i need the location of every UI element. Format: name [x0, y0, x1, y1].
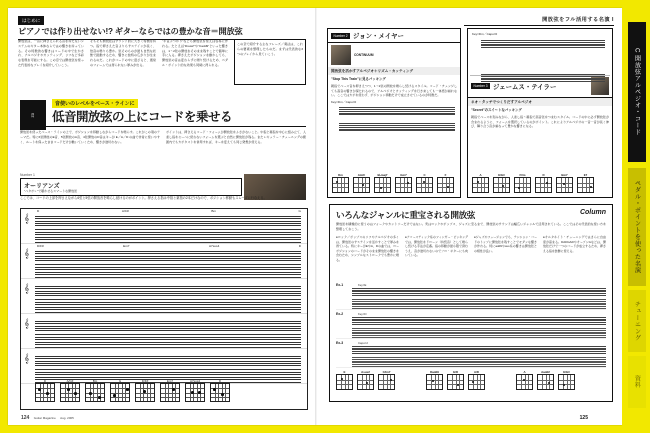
card-body-text: 親指でベースを刻みながら、人差し指〜薬指で高音弦をつまむスタイル。コードの中に必ず開放弦が含まれるように、フォームを選択しているのがポイント。これによりアルペジオの一音一音が長く伸び、隣り合う音が重なって豊かな響きになる。 — [471, 115, 609, 129]
intro-col-2: そもそも開放弦はサウンド的に大きく特徴を持つ。指で押さえた音よりもサステインが長く、倍音の鳴りも豊か。弦そのものが最も自然な状態で振動するため、響きに独特の広がりが生まれるのだ。これがコードの中に混ざると、通常のフォームでは得られない厚みが出る。 — [90, 39, 156, 67]
fretboard-grid — [556, 177, 573, 193]
card-number: Number 2 — [331, 33, 350, 39]
chord-diagram-name: A/D — [474, 370, 479, 374]
fretboard-grid — [110, 383, 130, 402]
chord-diagram — [353, 173, 370, 193]
score-system-4 — [21, 314, 307, 349]
tab-lines — [352, 357, 606, 365]
running-head-text: 開放弦をフル活用する名演 I — [542, 17, 614, 23]
fretboard-grid — [353, 177, 370, 193]
issue-date: Aug. 2005 — [60, 416, 74, 420]
fretboard-grid — [468, 374, 485, 390]
column-diagram-row-2 — [426, 370, 485, 390]
chord-diagram-name: A/C# — [66, 379, 74, 383]
staff-lines — [352, 288, 606, 297]
chord-diagram-name: Em7 — [166, 379, 174, 383]
fretboard-grid — [374, 177, 391, 193]
treble-clef-icon: 𝄞 — [24, 213, 30, 223]
card-song-title: "Stop This Train"に見るバッキング — [331, 77, 386, 81]
left-chord-diagram-row — [35, 379, 301, 405]
chord-diagram — [135, 379, 155, 405]
left-page-number: 124 — [21, 415, 30, 421]
staff-lines — [35, 286, 301, 296]
staff-lines — [352, 317, 606, 326]
card-song-title: "Secret"のスイートなバッキング — [471, 108, 522, 112]
chord-diagram — [558, 370, 575, 390]
chord-diagram-name: C — [423, 173, 426, 177]
chord-diagram-name: A — [523, 370, 526, 374]
chord-symbol: G — [298, 209, 301, 213]
fretboard-grid — [437, 177, 454, 193]
staff-lines — [481, 40, 605, 48]
tab-lines — [35, 264, 301, 275]
card-mini-score-1 — [331, 105, 457, 120]
tab-lines — [352, 299, 606, 307]
card-key-info: Key=Dm／Capo=0 — [331, 100, 357, 105]
chord-symbol: A/C# — [121, 209, 129, 213]
section-body-col-2: ポイントは、押さえるコード・フォームが開放弦をふさがないこと。中指と薬指を中心に組み立て、人差し指をセーハに使わないフォームを選ぶと自然に開放弦が残る。またレギュラー・チューニングの範囲内でもカポタストを併用すれば、キーを変えても同じ発想が使える。 — [166, 130, 306, 144]
chord-diagram-name: G — [118, 379, 122, 383]
right-folio: 125 — [579, 415, 588, 421]
chord-diagram-name: Aadd2 — [541, 370, 550, 374]
right-page — [317, 8, 622, 425]
section-body-col-1: 開放弦を使ったベース・ラインの上で、ポジションを移動しながらコードを鳴らす。これがこの項のテーマだ。特に6弦開放のE音、5弦開放のA音、4弦開放のD音はキーが E／A／D の曲で非常に使いやすく、ルートを保ったままコードだけが動いていくため、響きが途切れない。 — [20, 130, 160, 144]
card-subtitle: 開放弦を活かすアルペジオ＋リズム・カッティング — [328, 67, 460, 75]
artist-card-john-mayer — [327, 28, 461, 198]
chord-diagram — [472, 173, 489, 193]
fretboard-grid — [135, 383, 155, 402]
fretboard-grid — [416, 177, 433, 193]
chord-diagram — [160, 379, 180, 405]
section-number-mark: 02 — [20, 100, 46, 130]
chord-diagram-name: E/G# — [498, 173, 505, 177]
chord-diagram-name: Bm — [92, 379, 98, 383]
staff-lines — [35, 321, 301, 331]
example-tag: Ex-2 — [336, 312, 344, 316]
side-tab-3[interactable]: チューニング — [628, 290, 646, 352]
chord-diagram-name: E7 — [583, 173, 588, 177]
album-cover-image — [331, 45, 351, 65]
chord-diagram — [493, 173, 510, 193]
staff-lines — [352, 346, 606, 355]
fretboard-grid — [35, 383, 55, 402]
tab-lines — [35, 299, 301, 310]
chord-diagram — [332, 173, 349, 193]
staff-lines — [339, 123, 455, 131]
card-mini-score-2 — [331, 121, 457, 136]
card-2-top-score — [470, 31, 610, 76]
fretboard-grid — [516, 374, 533, 390]
chord-diagram — [357, 370, 374, 390]
column-col-4: ●オルタネイト・チューニングではさらに自由度が高まる。DADGADやオープンGなどは、開放弦だけで一つのコードが成立するため、押さえる指を装飾に使える。 — [543, 235, 606, 253]
chord-diagram — [185, 379, 205, 405]
card-artist-name: ジョン・メイヤー — [353, 33, 404, 40]
column-col-2: ●アコースティック系のフィンガー・ピッキングでは、開放弦をドローン（持続音）として鳴らし続ける手法が定番。指の移動が最小限で済むうえ、音が途切れないのでソロ・ギターにも向いている。 — [405, 235, 468, 258]
chord-diagram-name: B♭maj7 — [377, 173, 388, 177]
card-2-chord-diagrams — [472, 173, 594, 193]
fretboard-grid — [493, 177, 510, 193]
side-tab-2[interactable]: ペダル・ポイントを使った名演 — [628, 168, 646, 286]
chord-diagram-name: D/F# — [141, 379, 149, 383]
chord-diagram — [85, 379, 105, 405]
chord-symbol: A7sus4 — [208, 244, 220, 248]
chord-diagram — [336, 370, 353, 390]
chord-diagram-name: Dm — [338, 173, 343, 177]
fretboard-grid — [185, 383, 205, 402]
example-number-label: Number 1 — [20, 173, 35, 177]
chord-diagram — [447, 370, 464, 390]
chord-diagram-name: A — [479, 173, 482, 177]
treble-clef-icon: 𝄞 — [24, 283, 30, 293]
section-kicker: 音使いのレベルをベース・ラインに — [52, 99, 138, 108]
fretboard-grid — [558, 374, 575, 390]
running-head — [542, 16, 614, 23]
example-key: Capo=2 — [358, 341, 368, 345]
left-kicker-badge: はじめに — [18, 16, 44, 25]
card-2-mini-score-2 — [473, 72, 607, 87]
side-tab-1[interactable]: C 開放弦アルペジオ・コード — [628, 22, 646, 162]
chord-diagram-name: D — [542, 173, 545, 177]
section-title: 低音開放弦の上にコードを乗せる — [52, 110, 233, 124]
fretboard-grid — [160, 383, 180, 402]
treble-clef-icon: 𝄞 — [24, 318, 30, 328]
fretboard-grid — [336, 374, 353, 390]
column-text-columns — [336, 235, 606, 279]
fretboard-grid — [447, 374, 464, 390]
treble-clef-icon: 𝄞 — [24, 353, 30, 363]
chord-diagram-name: D — [218, 379, 222, 383]
fretboard-grid — [60, 383, 80, 402]
fretboard-grid — [577, 177, 594, 193]
fretboard-grid — [85, 383, 105, 402]
column-diagram-row-1 — [336, 370, 395, 390]
treble-clef-icon: 𝄞 — [24, 248, 30, 258]
left-page-title: ピアノでは作り出せない!? ギターならではの豊かな音＝開放弦 — [18, 26, 306, 40]
chord-diagram-name: E — [343, 370, 346, 374]
column-box — [329, 204, 613, 402]
left-score-notation — [20, 208, 308, 410]
section-divider — [20, 126, 306, 127]
tab-lines — [352, 328, 606, 336]
chord-diagram — [426, 370, 443, 390]
score-system-3 — [21, 279, 307, 314]
example-header-box — [20, 178, 242, 196]
chord-diagram — [35, 379, 55, 405]
chord-diagram — [535, 173, 552, 193]
column-example-1 — [336, 283, 606, 310]
side-tab-4[interactable]: 資料 — [628, 356, 646, 408]
example-artist-name: オーリアンズ — [24, 184, 60, 190]
fretboard-grid — [378, 374, 395, 390]
tab-lines — [35, 334, 301, 345]
chord-symbol-row-1 — [37, 209, 301, 216]
staff-lines — [339, 107, 455, 115]
column-examples — [336, 283, 606, 395]
card-2-key-info: Key=Dm／Capo=0 — [472, 32, 498, 36]
chord-symbol: D — [298, 244, 301, 248]
column-label: Column — [579, 209, 606, 216]
chord-diagram — [60, 379, 80, 405]
card-artist-name: ジェームス・テイラー — [493, 83, 557, 91]
left-intro-columns — [18, 39, 306, 85]
chord-diagram-name: Asus2 — [361, 370, 370, 374]
chord-diagram-name: G/D — [452, 370, 459, 374]
fretboard-grid — [332, 177, 349, 193]
running-head-rule — [464, 25, 614, 26]
column-diagram-row-3 — [516, 370, 575, 390]
example-tag: Ex-3 — [336, 341, 344, 345]
chord-diagram — [437, 173, 454, 193]
example-key: Key=D — [358, 312, 367, 316]
chord-diagram — [516, 370, 533, 390]
magazine-name: Guitar Magazine — [33, 416, 56, 420]
chord-symbol: Bm — [211, 209, 216, 213]
chord-diagram-name: Bm7 — [561, 173, 568, 177]
chord-diagram-name: C#m7 — [382, 370, 391, 374]
staff-lines — [35, 251, 301, 261]
fretboard-grid — [472, 177, 489, 193]
left-folio — [18, 415, 74, 421]
fretboard-grid — [357, 374, 374, 390]
score-system-1 — [21, 209, 307, 244]
chord-diagram — [416, 173, 433, 193]
example-key: Key=E — [358, 283, 367, 287]
tab-lines — [35, 229, 301, 240]
fretboard-grid — [210, 383, 230, 402]
artist-card-james-taylor — [467, 28, 613, 198]
fretboard-grid — [395, 177, 412, 193]
column-diagram-rows — [336, 370, 606, 394]
chord-diagram-name: Am/C — [357, 173, 366, 177]
chord-diagram — [110, 379, 130, 405]
card-number: Number 3 — [471, 83, 490, 89]
chord-diagram — [556, 173, 573, 193]
chord-diagram-name: D — [43, 379, 47, 383]
column-col-3: ●ジャズやフュージョンでも、テンション・コードのトップに開放弦を残すことでモダンな響きが作れる。特にadd9やsus系の響きは開放弦との相性が良い。 — [474, 235, 537, 253]
spread-paper — [8, 8, 622, 425]
album-title: CONTINUUM — [354, 53, 374, 57]
card-subtitle: ネオ・タッチでつくりだすアルペジオ — [468, 98, 612, 106]
chord-diagram — [374, 173, 391, 193]
column-example-2 — [336, 312, 606, 339]
chord-diagram — [395, 173, 412, 193]
fretboard-grid — [514, 177, 531, 193]
staff-lines — [481, 74, 605, 82]
chord-diagram-name: F — [444, 173, 447, 177]
staff-lines — [35, 216, 301, 226]
chord-diagram-name: Gm7 — [400, 173, 407, 177]
intro-col-3: “半音ぶつかり”なども開放弦を使えば容易に作れる。たとえば“Dsus2”や“Cadd9”といった響きは、1〜2弦の開放をそのまま残すことで簡単に手に入る。押さえたポジションを動かしても、開放弦の音は変わらずに鳴り続けるため、ペダル・ポイント的な効果も同時に得られる。 — [162, 39, 228, 67]
section-body — [20, 130, 306, 168]
chord-diagram — [378, 370, 395, 390]
chord-symbol-row-2 — [37, 244, 301, 251]
chord-symbol: D/F# — [37, 244, 44, 248]
chord-diagram-name: A7sus4 — [189, 379, 200, 383]
chord-symbol: Em7 — [123, 244, 130, 248]
card-2-mini-score-1 — [473, 38, 607, 53]
left-page — [8, 8, 315, 425]
card-header — [328, 29, 460, 43]
staff-lines — [35, 356, 301, 366]
fretboard-grid — [535, 177, 552, 193]
intro-col-1: 開放弦は、一音に押さえられる音を持たないシステムのギター本体ならではの響きを持っている。その特徴的な響きはコードの中で生かされ、アルペジオやカッティング、リフなど多彩な表現を可能にする。この章では開放弦を使った代表的なプレイを紹介していこう。 — [18, 39, 84, 67]
column-title: いろんなジャンルに重宝される開放弦 — [336, 210, 475, 220]
chord-diagram — [210, 379, 230, 405]
intro-col-4: この章で紹介する主なフレーズ／奏法は、これらの要素を整理したものだ。まずは代表的な3つのプレイから見ていこう。 — [234, 39, 306, 85]
side-index-strip — [622, 8, 650, 425]
chord-diagram — [468, 370, 485, 390]
example-tag: Ex-1 — [336, 283, 344, 287]
chord-diagram — [577, 173, 594, 193]
card-body-text: 親指でベース音を押さえつつ、1〜2弦の開放を鳴らし続けるスタイル。コード・チェンジしても高音の響きが保たれるので、アルペジオとカッティングを行き来しても一体感が崩れない。ここではカポを使わず、ポジション移動だけで成立させているのが特徴だ。 — [331, 84, 457, 98]
example-subtitle: "ベタボレ"で聴かせるスマートな開放弦 — [24, 189, 78, 193]
column-col-1: ●ロック／ポップスのリフやアルペジオの多くは、開放弦のサステインを活かすことで厚みを得ている。特にキーがEやA、Dの曲では、ローポジションのコードがそのまま開放弦の響きを含むため、シンプルなストロークでも豊かに鳴る。 — [336, 235, 399, 262]
score-system-2 — [21, 244, 307, 279]
chord-diagram-name: Dadd9 — [430, 370, 439, 374]
chord-symbol: D — [37, 209, 40, 213]
chord-diagram-name: E/G# — [563, 370, 570, 374]
chord-diagram-name: F#m — [519, 173, 526, 177]
chord-diagram — [537, 370, 554, 390]
chord-diagram — [514, 173, 531, 193]
fretboard-grid — [426, 374, 443, 390]
card-1-chord-diagrams — [332, 173, 454, 193]
fretboard-grid — [537, 374, 554, 390]
column-lead: 開放弦を積極的に使うのはフォークやカントリーだけではない。実はロックやポップス、ジャズに至るまで、開放弦のサウンドは幅広いジャンルで活用されている。ここではその代表的な使い方を整理しておこう。 — [336, 222, 606, 231]
example-caption: ここでは、コードの上部を押さえながら6弦と5弦の開放音を鳴らし続けるのがポイント。押さえる指は中指と薬指の2本だけなので、ポジション移動もスムーズに行なえる。 — [20, 196, 267, 200]
column-example-3 — [336, 341, 606, 368]
